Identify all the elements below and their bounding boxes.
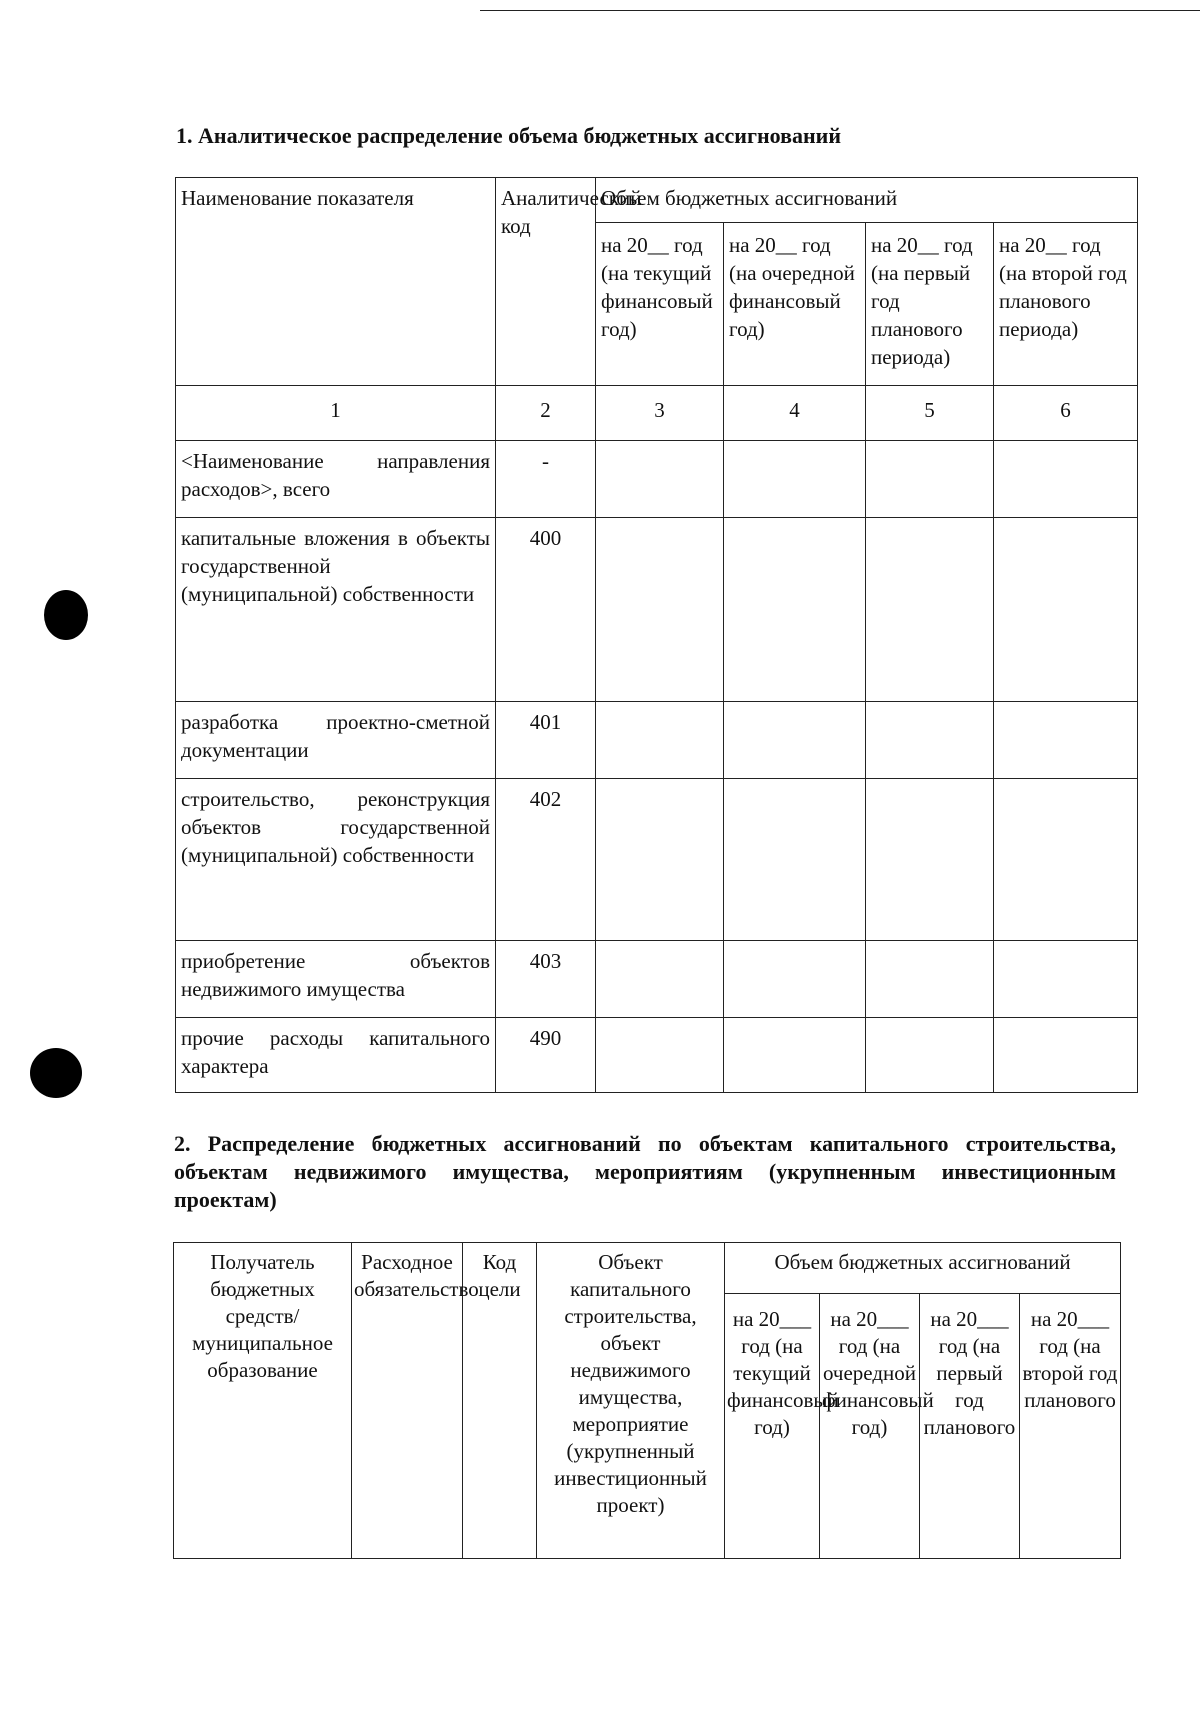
value-cell	[994, 518, 1138, 702]
allocation-table	[175, 177, 1138, 1093]
row-name: капитальные вложения в объекты государственной (муниципальной) собственности	[176, 518, 496, 702]
table-row	[176, 1018, 1138, 1093]
row-name: строительство, реконструкция объектов государственной (муниципальной) собственности	[176, 779, 496, 941]
header-code: Аналитический код	[496, 178, 596, 386]
value-cell	[724, 941, 866, 1018]
value-cell	[596, 441, 724, 518]
value-cell	[724, 702, 866, 779]
row-code: 490	[496, 1018, 596, 1093]
value-cell	[724, 518, 866, 702]
header-year-plan2: на 20__ год (на второй год планового периода)	[994, 223, 1138, 386]
col-number: 4	[724, 386, 866, 441]
header-recipient: Получатель бюджетных средств/муниципальное образование	[174, 1243, 352, 1559]
table-row	[176, 518, 1138, 702]
row-code: 401	[496, 702, 596, 779]
value-cell	[724, 1018, 866, 1093]
table-row	[176, 941, 1138, 1018]
row-code: 400	[496, 518, 596, 702]
top-rule	[480, 10, 1200, 11]
header-goal-code: Код цели	[463, 1243, 537, 1559]
table-row	[176, 779, 1138, 941]
table-row	[176, 441, 1138, 518]
row-code: 403	[496, 941, 596, 1018]
col-number: 3	[596, 386, 724, 441]
row-name: прочие расходы капитального характера	[176, 1018, 496, 1093]
table-row	[176, 702, 1138, 779]
row-name: разработка проектно-сметной документации	[176, 702, 496, 779]
value-cell	[866, 441, 994, 518]
punch-hole	[30, 1048, 82, 1098]
section1-heading: 1. Аналитическое распределение объема бюджетных ассигнований	[176, 123, 841, 148]
value-cell	[866, 779, 994, 941]
value-cell	[596, 779, 724, 941]
col-number: 5	[866, 386, 994, 441]
header-year-plan1: на 20___ год (на первый год планового	[920, 1294, 1020, 1559]
value-cell	[866, 702, 994, 779]
value-cell	[724, 441, 866, 518]
value-cell	[994, 1018, 1138, 1093]
row-code: -	[496, 441, 596, 518]
col-number: 6	[994, 386, 1138, 441]
header-year-current: на 20___ год (на текущий финансовый год)	[725, 1294, 820, 1559]
value-cell	[596, 518, 724, 702]
value-cell	[596, 941, 724, 1018]
header-year-next: на 20___ год (на очередной финансовый год)	[820, 1294, 920, 1559]
value-cell	[994, 441, 1138, 518]
value-cell	[866, 1018, 994, 1093]
header-year-current: на 20__ год (на текущий финансовый год)	[596, 223, 724, 386]
value-cell	[994, 941, 1138, 1018]
row-code: 402	[496, 779, 596, 941]
col-number: 1	[176, 386, 496, 441]
row-name: <Наименование направления расходов>, всего	[176, 441, 496, 518]
header-obligation: Расходное обязательство	[352, 1243, 463, 1559]
section2-heading: 2. Распределение бюджетных ассигнований по объектам капитального строительства, объектам недвижимого имущества, мероприятиям (укрупненным инвестиционным проектам)	[174, 1131, 1116, 1212]
value-cell	[994, 702, 1138, 779]
value-cell	[724, 779, 866, 941]
header-indicator: Наименование показателя	[176, 178, 496, 386]
value-cell	[866, 518, 994, 702]
header-year-plan1: на 20__ год (на первый год планового периода)	[866, 223, 994, 386]
punch-hole	[44, 590, 88, 640]
col-number: 2	[496, 386, 596, 441]
header-year-next: на 20__ год (на очередной финансовый год)	[724, 223, 866, 386]
header-volume: Объем бюджетных ассигнований	[596, 178, 1138, 223]
value-cell	[596, 702, 724, 779]
value-cell	[994, 779, 1138, 941]
header-year-plan2: на 20___ год (на второй год планового	[1020, 1294, 1121, 1559]
value-cell	[596, 1018, 724, 1093]
row-name: приобретение объектов недвижимого имущества	[176, 941, 496, 1018]
value-cell	[866, 941, 994, 1018]
objects-table	[173, 1242, 1121, 1559]
header-object: Объект капитального строительства, объект недвижимого имущества, мероприятие (укрупненный инвестиционный проект)	[537, 1243, 725, 1559]
header-volume: Объем бюджетных ассигнований	[725, 1243, 1121, 1294]
